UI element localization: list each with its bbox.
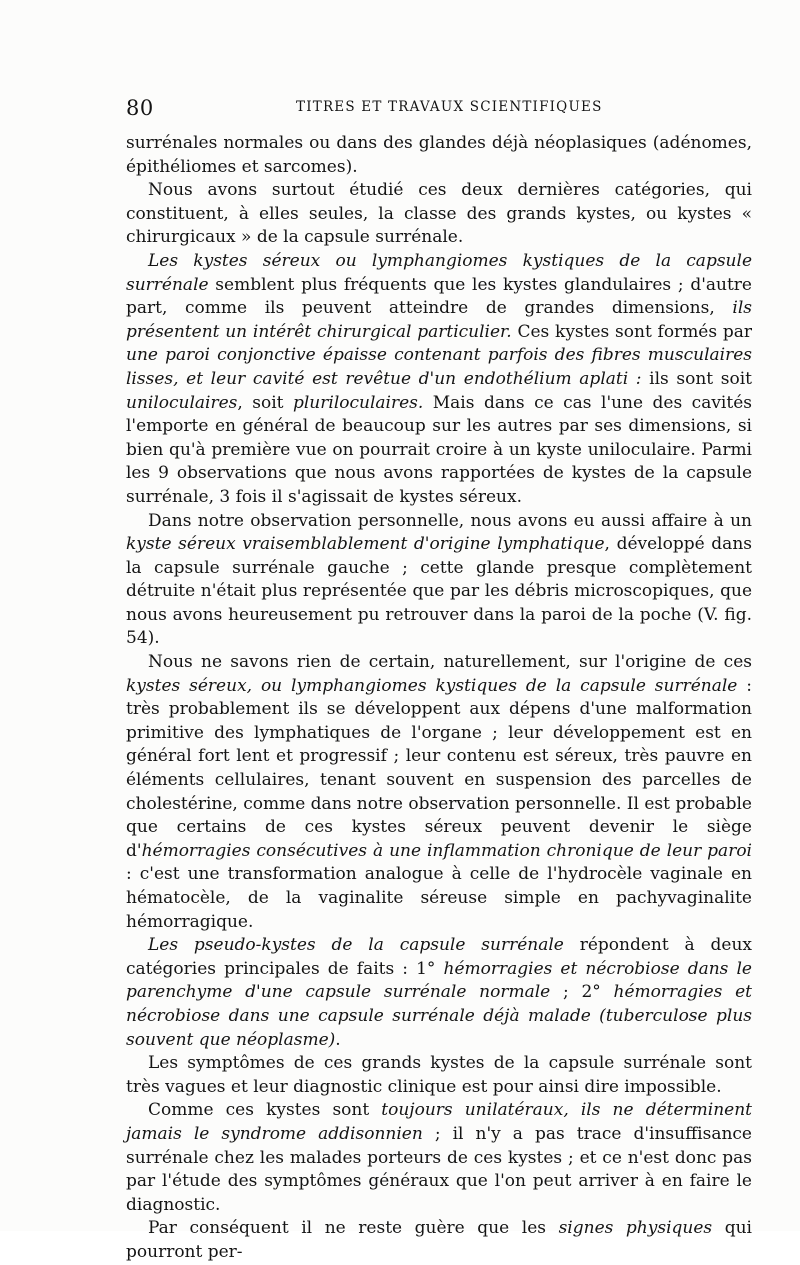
running-title: TITRES ET TRAVAUX SCIENTIFIQUES [296,99,603,115]
paragraph [126,1099,752,1217]
text-run: Nous ne savons rien de certain, naturellement, sur l'origine de ces [148,652,752,673]
italic-text: hémorragies et nécrobiose dans une capsule surrénale déjà malade (tuberculose plus souvent que néoplasme) [126,982,752,1050]
paragraph [126,934,752,1052]
text-run: Comme ces kystes sont [148,1100,382,1121]
text-run: Dans notre observation personnelle, nous avons eu aussi affaire à un [148,510,752,531]
italic-text: hémorragies consécutives à une inflammation chronique de leur paroi [141,840,752,861]
paragraph [126,1217,752,1264]
paragraph [126,179,752,250]
text-run: Mais dans ce cas l'une des cavités l'emporte en général de beaucoup sur les autres par ses dimensions, si bien qu'à première vue on pourrait croire à un kyste uniloculaire. Parmi les 9 observations que nous avons rapportées de kystes de la capsule surrénale, 3 fois il s'agissait de kystes séreux. [126,392,752,507]
paragraph [126,132,752,179]
text-run: ; 2° [550,982,614,1003]
paragraph [126,1052,752,1099]
italic-text: ils présentent un intérêt chirurgical particulier. [126,298,752,342]
italic-text: kyste séreux vraisemblablement d'origine lymphatique [126,534,605,555]
text-run: Par conséquent il ne reste guère que les [148,1218,559,1239]
page-number: 80 [126,96,154,120]
italic-text: uniloculaires [126,392,238,413]
text-run: : c'est une transformation analogue à celle de l'hydrocèle vaginale en hématocèle, de la vaginalite séreuse simple en pachyvaginalite hémorragique. [126,864,752,932]
text-run: Nous avons surtout étudié ces deux dernières catégories, qui constituent, à elles seules, la classe des grands kystes, ou kystes « chirurgicaux » de la capsule surrénale. [126,180,752,248]
text-run: : très probablement ils se développent aux dépens d'une malformation primitive des lymphatiques de l'organe ; leur développement est en général fort lent et progressif ; leur contenu est séreux, très pauvre en éléments cellulaires, tenant souvent en suspension des parcelles de cholestérine, comme dans notre observation personnelle. Il est probable que certains de ces kystes séreux peuvent devenir le siège d' [126,675,752,861]
text-run: surrénales normales ou dans des glandes déjà néoplasiques (adénomes, épithéliomes et sarcomes). [126,133,752,177]
paragraph [126,651,752,934]
italic-text: toujours unilatéraux, ils ne déterminent jamais le syndrome addisonnien [126,1100,752,1144]
text-run: semblent plus fréquents que les kystes glandulaires ; d'autre part, comme ils peuvent atteindre de grandes dimensions, [126,274,752,319]
text-run: ; il n'y a pas trace d'insuffisance surrénale chez les malades porteurs de ces kystes ; et ce n'est donc pas par l'étude des symptômes généraux que l'on peut arriver à en faire le diagnostic. [126,1123,752,1215]
italic-text: pluriloculaires. [292,392,424,413]
text-run: qui pourront per- [126,1218,752,1262]
text-run: . [335,1029,341,1050]
italic-text: signes physiques [558,1218,713,1239]
italic-text: kystes séreux, ou lymphangiomes kystiques de la capsule surrénale [126,675,738,696]
paragraph [126,250,752,510]
text-run: , développé dans la capsule surrénale gauche ; cette glande presque complètement détruite n'était plus représentée que par les débris microscopiques, que nous avons heureusement pu retrouver dans la paroi de la poche (V. fig. 54). [126,534,752,649]
italic-text: Les pseudo-kystes de la capsule surrénale [148,935,564,956]
text-run: ils sont soit [641,368,752,389]
italic-text: une paroi conjonctive épaisse contenant parfois des fibres musculaires lisses, et leur cavité est revêtue d'un endothélium aplati : [126,345,752,389]
paragraph [126,510,752,652]
italic-text: hémorragies et nécrobiose dans le parenchyme d'une capsule surrénale normale [126,958,752,1003]
text-run: Ces kystes sont formés par [511,321,752,342]
italic-text: Les kystes séreux ou lymphangiomes kystiques de la capsule surrénale [126,250,752,295]
body-text [126,132,752,1265]
text-run: répondent à deux catégories principales de faits : 1° [126,935,752,979]
running-header [126,96,752,122]
text-run: , soit [237,392,293,413]
text-run: Les symptômes de ces grands kystes de la capsule surrénale sont très vagues et leur diagnostic clinique est pour ainsi dire impossible. [126,1053,752,1097]
